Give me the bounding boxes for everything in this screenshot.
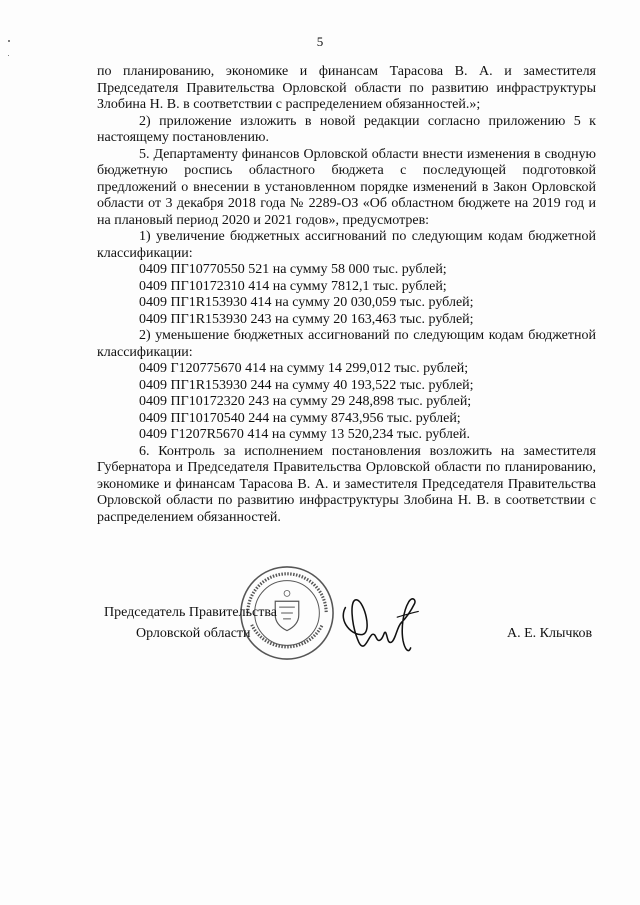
budget-code-line: 0409 ПГ1R153930 414 на сумму 20 030,059 тыс. рублей; xyxy=(139,295,474,310)
budget-code-line: 0409 ПГ10172310 414 на сумму 7812,1 тыс. рублей; xyxy=(139,278,447,294)
signer-name: А. Е. Клычков xyxy=(507,626,593,641)
budget-code-line: 0409 ПГ10170540 244 на сумму 8743,956 тыс. рублей; xyxy=(139,410,461,426)
scan-speck xyxy=(8,55,9,56)
signer-position-line1: Председатель Правительства xyxy=(104,605,277,620)
signature-block xyxy=(0,580,640,680)
paragraph: 1) увеличение бюджетных ассигнований по следующим кодам бюджетной классификации: xyxy=(97,229,596,261)
budget-code-line: 0409 ПГ1R153930 244 на сумму 40 193,522 тыс. рублей; xyxy=(139,377,474,393)
paragraph: 2) приложение изложить в новой редакции согласно приложению 5 к настоящему постановлению. xyxy=(97,113,596,145)
budget-code-line: 0409 ПГ1R153930 243 на сумму 20 163,463 тыс. рублей; xyxy=(139,311,474,327)
budget-code-line: 0409 ПГ10770550 521 на сумму 58 000 тыс. рублей; xyxy=(139,262,447,277)
paragraph: 6. Контроль за исполнением постановления возложить на заместителя Губернатора и Председателя Правительства Орловской области по планированию, экономике и финансам Тарасова В. А. и заместителя Председателя Правительства Орловской области по развитию инфраструктуры Злобина Н. В. в соответствии с распределением обязанностей. xyxy=(97,443,596,525)
handwritten-signature-icon xyxy=(330,578,426,666)
page-number: 5 xyxy=(316,34,324,49)
paragraph: по планированию, экономике и финансам Тарасова В. А. и заместителя Председателя Правительства Орловской области по развитию инфраструктуры Злобина Н. В. в соответствии с распределением обязанностей.»; xyxy=(97,64,596,112)
budget-code-line: 0409 Г1207R5670 414 на сумму 13 520,234 тыс. рублей. xyxy=(139,427,471,442)
paragraph: 2) уменьшение бюджетных ассигнований по следующим кодам бюджетной классификации: xyxy=(97,328,596,360)
budget-code-line: 0409 Г120775670 414 на сумму 14 299,012 тыс. рублей; xyxy=(139,361,469,376)
document-body xyxy=(97,64,596,526)
signer-position-line2: Орловской области xyxy=(136,626,251,641)
budget-code-line: 0409 ПГ10172320 243 на сумму 29 248,898 тыс. рублей; xyxy=(139,394,472,409)
paragraph: 5. Департаменту финансов Орловской области внести изменения в сводную бюджетную роспись областного бюджета с последующей подготовкой предложений о внесении в установленном порядке изменений в Закон Орловской области от 3 декабря 2018 года № 2289-ОЗ «Об областном бюджете на 2019 год и на плановый период 2020 и 2021 годов», предусмотрев: xyxy=(97,146,596,228)
